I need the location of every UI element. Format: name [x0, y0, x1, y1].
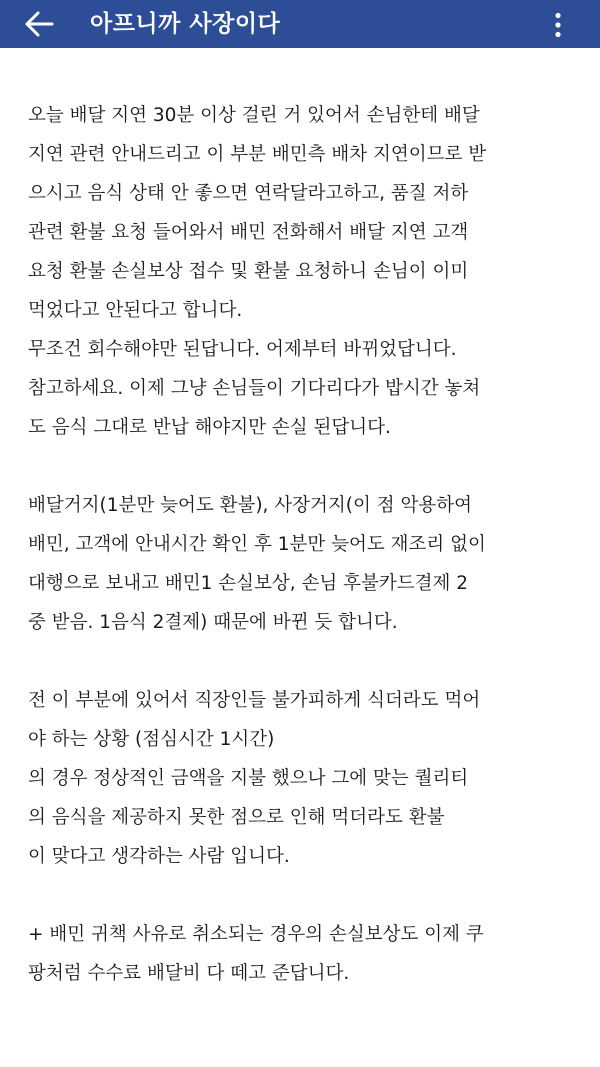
more-options-button[interactable]	[540, 6, 576, 42]
text-line: 의 경우 정상적인 금액을 지불 했으나 그에 맞는 퀄리티	[28, 768, 469, 789]
text-line: 중 받음. 1음식 2결제) 때문에 바뀐 듯 합니다.	[28, 612, 398, 633]
text-line: 관련 환불 요청 들어와서 배민 전화해서 배달 지연 고객	[28, 222, 469, 243]
text-line: 참고하세요. 이제 그냥 손님들이 기다리다가 밥시간 놓쳐	[28, 378, 481, 399]
text-line: 무조건 회수해야만 된답니다. 어제부터 바뀌었답니다.	[28, 339, 457, 360]
page-title: 아프니까 사장이다	[90, 11, 281, 37]
text-line: 먹었다고 안된다고 합니다.	[28, 300, 243, 321]
text-line: 요청 환불 손실보상 접수 및 환불 요청하니 손님이 이미	[28, 261, 469, 282]
post-body	[28, 96, 588, 1032]
text-line: 배달거지(1분만 늦어도 환불), 사장거지(이 점 악용하여	[28, 495, 472, 516]
arrow-left-icon	[24, 10, 54, 38]
back-button[interactable]	[20, 6, 60, 42]
text-line: 지연 관련 안내드리고 이 부분 배민측 배차 지연이므로 받	[28, 144, 487, 165]
text-line: 의 음식을 제공하지 못한 점으로 인해 먹더라도 환불	[28, 807, 445, 828]
paragraph-1	[28, 96, 588, 447]
text-line: 도 음식 그대로 반납 해야지만 손실 된답니다.	[28, 417, 391, 438]
text-line: 오늘 배달 지연 30분 이상 걸린 거 있어서 손님한테 배달	[28, 105, 480, 126]
text-line: + 배민 귀책 사유로 취소되는 경우의 손실보상도 이제 쿠	[28, 924, 484, 945]
paragraph-2	[28, 486, 588, 642]
app-bar	[0, 0, 600, 48]
text-line: 이 맞다고 생각하는 사람 입니다.	[28, 846, 290, 867]
text-line: 배민, 고객에 안내시간 확인 후 1분만 늦어도 재조리 없이	[28, 534, 486, 555]
text-line: 야 하는 상황 (점심시간 1시간)	[28, 729, 275, 750]
text-line: 대행으로 보내고 배민1 손실보상, 손님 후불카드결제 2	[28, 573, 468, 594]
paragraph-3	[28, 681, 588, 876]
text-line: 팡처럼 수수료 배달비 다 떼고 준답니다.	[28, 963, 350, 984]
text-line: 전 이 부분에 있어서 직장인들 불가피하게 식더라도 먹어	[28, 690, 481, 711]
paragraph-4	[28, 915, 588, 993]
more-vertical-icon	[554, 12, 562, 38]
text-line: 으시고 음식 상태 안 좋으면 연락달라고하고, 품질 저하	[28, 183, 469, 204]
